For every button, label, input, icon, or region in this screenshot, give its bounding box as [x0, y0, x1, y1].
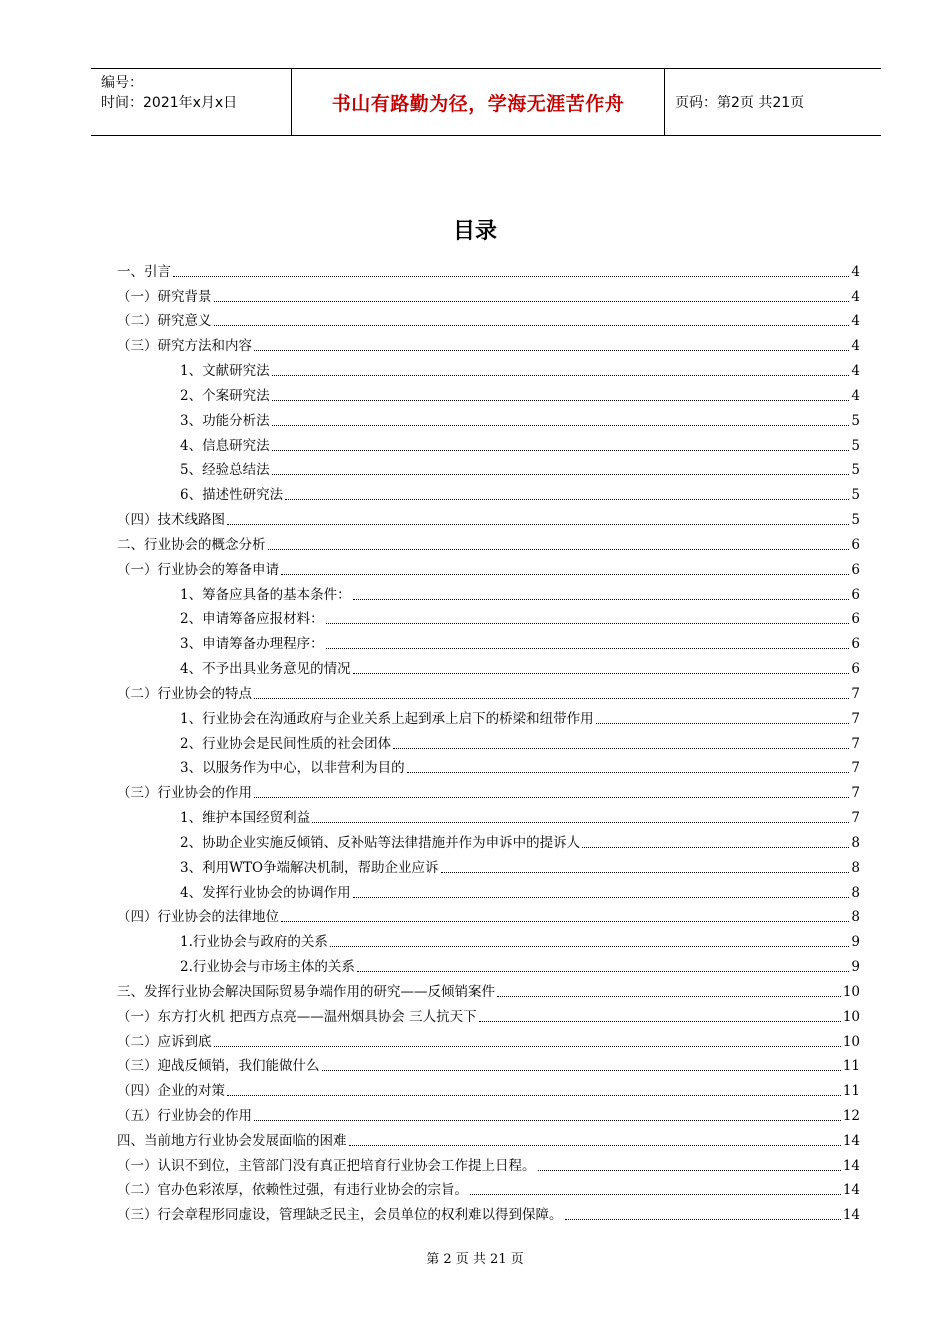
toc-dot-leader [227, 1095, 841, 1096]
header-time-label: 时间：2021年x月x日 [101, 95, 238, 111]
page-header [91, 68, 881, 136]
toc-entry-page: 7 [851, 785, 860, 802]
toc-entry[interactable] [117, 281, 860, 306]
toc-entry[interactable] [117, 405, 860, 430]
toc-entry-text: （二）研究意义 [117, 313, 212, 330]
toc-entry-text: （三）迎战反倾销，我们能做什么 [117, 1058, 320, 1075]
toc-entry-page: 5 [851, 412, 860, 429]
toc-entry-text: （四）企业的对策 [117, 1083, 225, 1100]
toc-entry-text: 2、协助企业实施反倾销、反补贴等法律措施并作为申诉中的提诉人 [180, 834, 581, 851]
toc-entry-page: 8 [851, 834, 860, 851]
toc-entry[interactable] [117, 777, 860, 802]
toc-entry-page: 5 [851, 437, 860, 454]
toc-entry[interactable] [117, 306, 860, 331]
toc-dot-leader [322, 1070, 841, 1071]
toc-dot-leader [326, 623, 850, 624]
table-of-contents [117, 256, 860, 1224]
toc-entry-text: 2、个案研究法 [180, 387, 270, 404]
toc-entry-page: 6 [851, 586, 860, 603]
toc-entry[interactable] [117, 330, 860, 355]
toc-entry[interactable] [117, 827, 860, 852]
toc-entry-text: 三、发挥行业协会解决国际贸易争端作用的研究——反倾销案件 [117, 983, 495, 1000]
toc-entry-page: 7 [851, 710, 860, 727]
toc-dot-leader [357, 971, 850, 972]
toc-entry-page: 9 [851, 934, 860, 951]
toc-entry-page: 5 [851, 487, 860, 504]
toc-entry[interactable] [117, 1026, 860, 1051]
toc-entry[interactable] [117, 430, 860, 455]
toc-dot-leader [254, 797, 849, 798]
toc-entry[interactable] [117, 1001, 860, 1026]
toc-dot-leader [565, 1219, 841, 1220]
toc-entry[interactable] [117, 976, 860, 1001]
toc-dot-leader [272, 400, 850, 401]
toc-entry-text: 4、发挥行业协会的协调作用 [180, 884, 351, 901]
toc-entry-page: 10 [842, 1008, 860, 1025]
toc-entry[interactable] [117, 653, 860, 678]
toc-dot-leader [272, 375, 850, 376]
toc-entry[interactable] [117, 455, 860, 480]
toc-entry-text: 二、行业协会的概念分析 [117, 536, 266, 553]
header-number-label: 编号： [101, 75, 143, 91]
toc-dot-leader [538, 1170, 841, 1171]
toc-entry-text: （四）技术线路图 [117, 512, 225, 529]
toc-dot-leader [272, 450, 850, 451]
toc-dot-leader [173, 276, 849, 277]
toc-entry-text: 1、维护本国经贸利益 [180, 810, 311, 827]
toc-entry[interactable] [117, 753, 860, 778]
toc-entry-text: （三）研究方法和内容 [117, 338, 252, 355]
toc-entry-page: 6 [851, 661, 860, 678]
toc-entry[interactable] [117, 256, 860, 281]
toc-entry-page: 14 [842, 1182, 860, 1199]
toc-entry-text: 1、筹备应具备的基本条件： [180, 586, 351, 603]
toc-entry-page: 7 [851, 810, 860, 827]
toc-entry[interactable] [117, 703, 860, 728]
toc-dot-leader [312, 822, 849, 823]
toc-dot-leader [353, 673, 850, 674]
toc-entry[interactable] [117, 1150, 860, 1175]
toc-entry-text: （三）行会章程形同虚设，管理缺乏民主，会员单位的权利难以得到保障。 [117, 1207, 563, 1224]
toc-entry[interactable] [117, 902, 860, 927]
toc-entry-page: 6 [851, 611, 860, 628]
toc-dot-leader [254, 350, 849, 351]
toc-entry-text: 3、利用WTO争端解决机制，帮助企业应诉 [180, 859, 439, 876]
toc-entry-text: （二）行业协会的特点 [117, 685, 252, 702]
toc-dot-leader [272, 474, 850, 475]
toc-entry-page: 4 [851, 288, 860, 305]
toc-entry-text: 3、以服务作为中心，以非营利为目的 [180, 760, 405, 777]
toc-entry-text: 2、申请筹备应报材料： [180, 611, 324, 628]
toc-entry-text: 6、描述性研究法 [180, 487, 284, 504]
toc-entry-text: 1、行业协会在沟通政府与企业关系上起到承上启下的桥梁和纽带作用 [180, 710, 594, 727]
toc-entry-page: 7 [851, 760, 860, 777]
toc-entry[interactable] [117, 504, 860, 529]
toc-entry[interactable] [117, 479, 860, 504]
toc-dot-leader [470, 1194, 841, 1195]
toc-dot-leader [227, 524, 849, 525]
toc-entry-page: 10 [842, 1033, 860, 1050]
toc-dot-leader [281, 574, 849, 575]
toc-entry-page: 8 [851, 909, 860, 926]
toc-entry-text: （一）东方打火机 把西方点亮——温州烟具协会 三人抗天下 [117, 1008, 477, 1025]
toc-entry-text: （四）行业协会的法律地位 [117, 909, 279, 926]
toc-entry-text: 四、当前地方行业协会发展面临的困难 [117, 1132, 347, 1149]
toc-dot-leader [268, 549, 850, 550]
toc-dot-leader [582, 847, 849, 848]
toc-entry-text: 1.行业协会与政府的关系 [180, 934, 328, 951]
toc-entry[interactable] [117, 728, 860, 753]
toc-entry-page: 4 [851, 263, 860, 280]
page-footer: 第 2 页 共 21 页 [426, 1252, 524, 1267]
toc-entry-text: 4、不予出具业务意见的情况 [180, 661, 351, 678]
toc-dot-leader [596, 723, 850, 724]
toc-dot-leader [349, 1145, 841, 1146]
toc-entry-text: 2.行业协会与市场主体的关系 [180, 959, 355, 976]
toc-entry[interactable] [117, 628, 860, 653]
toc-entry-page: 8 [851, 859, 860, 876]
toc-entry-text: （一）研究背景 [117, 288, 212, 305]
toc-entry-text: 一、引言 [117, 263, 171, 280]
header-meta [91, 69, 292, 135]
toc-dot-leader [479, 1021, 841, 1022]
toc-dot-leader [441, 872, 850, 873]
toc-entry-page: 9 [851, 959, 860, 976]
header-page-info: 页码：第2页 共21页 [675, 95, 805, 111]
toc-entry-page: 14 [842, 1157, 860, 1174]
toc-dot-leader [272, 425, 850, 426]
toc-entry[interactable] [117, 554, 860, 579]
toc-entry[interactable] [117, 802, 860, 827]
toc-dot-leader [353, 599, 850, 600]
toc-dot-leader [285, 499, 849, 500]
toc-entry-text: （三）行业协会的作用 [117, 785, 252, 802]
toc-entry-text: 3、申请筹备办理程序： [180, 636, 324, 653]
toc-entry-text: 3、功能分析法 [180, 412, 270, 429]
toc-entry[interactable] [117, 380, 860, 405]
toc-entry[interactable] [117, 1175, 860, 1200]
toc-entry[interactable] [117, 529, 860, 554]
toc-dot-leader [326, 648, 850, 649]
toc-entry-page: 5 [851, 512, 860, 529]
toc-dot-leader [214, 1046, 841, 1047]
toc-dot-leader [407, 772, 850, 773]
toc-entry-page: 10 [842, 983, 860, 1000]
toc-entry[interactable] [117, 852, 860, 877]
toc-entry[interactable] [117, 877, 860, 902]
toc-entry[interactable] [117, 678, 860, 703]
toc-entry-page: 4 [851, 313, 860, 330]
toc-entry[interactable] [117, 951, 860, 976]
toc-entry[interactable] [117, 579, 860, 604]
toc-entry-page: 8 [851, 884, 860, 901]
toc-entry-text: （五）行业协会的作用 [117, 1107, 252, 1124]
toc-entry-page: 12 [842, 1107, 860, 1124]
toc-entry-text: 2、行业协会是民间性质的社会团体 [180, 735, 392, 752]
toc-entry[interactable] [117, 1100, 860, 1125]
toc-entry[interactable] [117, 355, 860, 380]
toc-entry-page: 11 [842, 1083, 860, 1100]
toc-entry-page: 6 [851, 636, 860, 653]
toc-dot-leader [254, 1120, 841, 1121]
toc-entry[interactable] [117, 1199, 860, 1224]
toc-entry-page: 4 [851, 387, 860, 404]
toc-entry-text: （二）官办色彩浓厚，依赖性过强，有违行业协会的宗旨。 [117, 1182, 468, 1199]
toc-dot-leader [353, 897, 850, 898]
toc-dot-leader [214, 325, 850, 326]
toc-dot-leader [254, 698, 849, 699]
toc-entry-text: 5、经验总结法 [180, 462, 270, 479]
toc-entry-page: 14 [842, 1132, 860, 1149]
toc-entry-page: 7 [851, 685, 860, 702]
toc-entry-page: 5 [851, 462, 860, 479]
toc-entry-page: 6 [851, 561, 860, 578]
toc-entry-page: 11 [842, 1058, 860, 1075]
toc-dot-leader [214, 301, 850, 302]
toc-entry-text: 1、文献研究法 [180, 363, 270, 380]
header-motto: 书山有路勤为径，学海无涯苦作舟 [292, 69, 665, 135]
toc-entry-text: （一）行业协会的筹备申请 [117, 561, 279, 578]
toc-dot-leader [330, 946, 850, 947]
toc-entry-page: 6 [851, 536, 860, 553]
toc-entry-text: （一）认识不到位，主管部门没有真正把培育行业协会工作提上日程。 [117, 1157, 536, 1174]
toc-dot-leader [497, 996, 841, 997]
toc-dot-leader [281, 921, 849, 922]
toc-entry[interactable] [117, 1125, 860, 1150]
toc-entry-page: 4 [851, 338, 860, 355]
toc-entry[interactable] [117, 604, 860, 629]
toc-entry[interactable] [117, 1075, 860, 1100]
toc-entry-page: 14 [842, 1207, 860, 1224]
page-title: 目录 [452, 219, 497, 244]
toc-entry-text: 4、信息研究法 [180, 437, 270, 454]
toc-entry-text: （二）应诉到底 [117, 1033, 212, 1050]
toc-entry-page: 7 [851, 735, 860, 752]
toc-entry-page: 4 [851, 363, 860, 380]
toc-dot-leader [393, 748, 849, 749]
toc-entry[interactable] [117, 1051, 860, 1076]
toc-entry[interactable] [117, 926, 860, 951]
